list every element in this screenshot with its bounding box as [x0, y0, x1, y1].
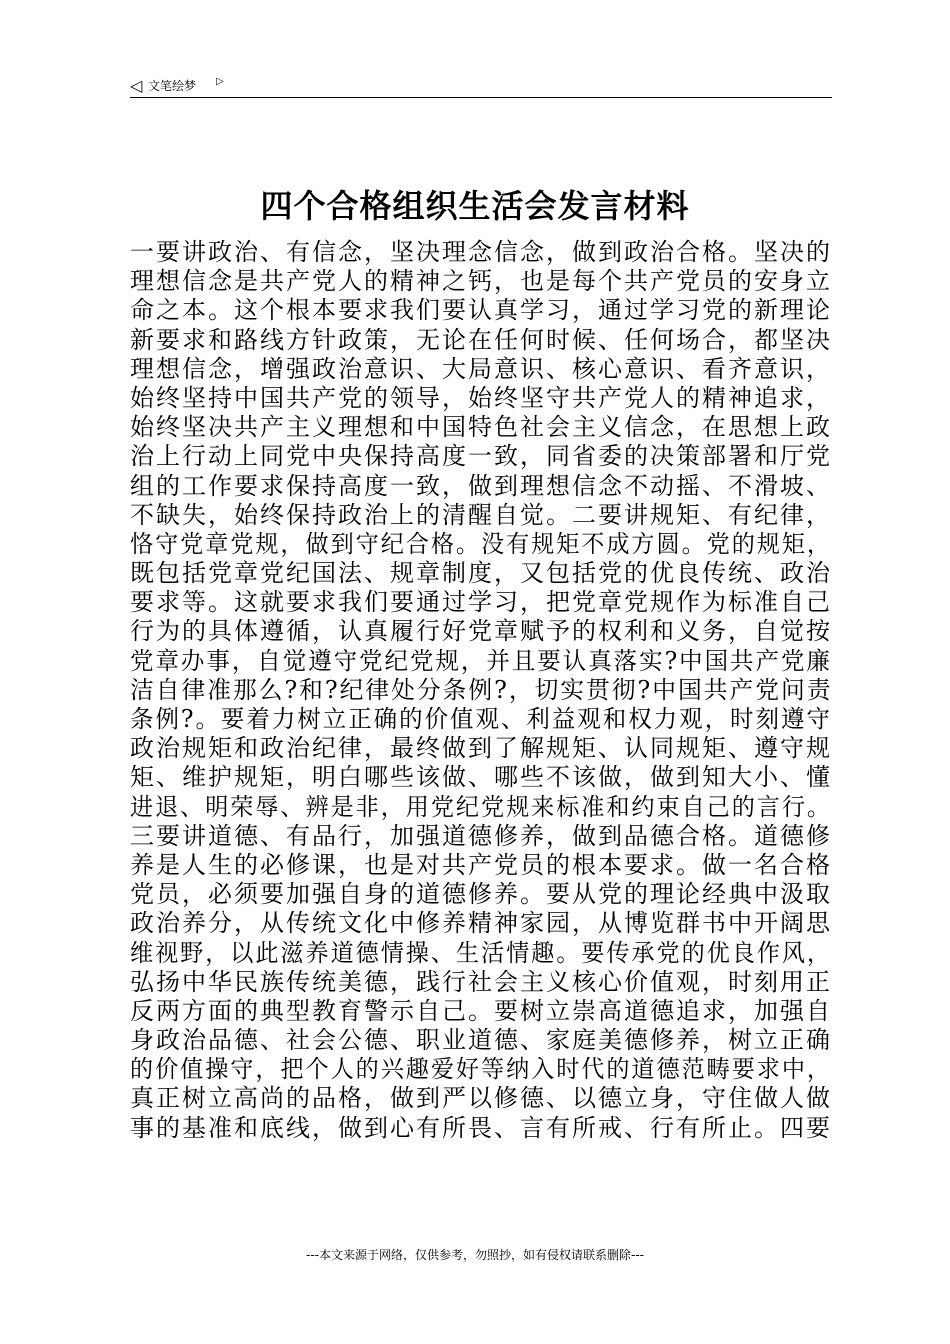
body-line: 理想信念，增强政治意识、大局意识、核心意识、看齐意识，: [130, 354, 832, 383]
body-line: 政治养分，从传统文化中修养精神家园，从博览群书中开阔思: [130, 909, 832, 938]
left-triangle-icon: ◁: [130, 76, 143, 95]
body-line: 矩、维护规矩，明白哪些该做、哪些不该做，做到知大小、懂: [130, 763, 832, 792]
body-line: 治上行动上同党中央保持高度一致，同省委的决策部署和厅党: [130, 442, 832, 471]
page-header: [130, 76, 832, 98]
body-line: 政治规矩和政治纪律，最终做到了解规矩、认同规矩、遵守规: [130, 734, 832, 763]
header-brand: 文笔绘梦: [148, 79, 197, 93]
footer-notice: ---本文来源于网络，仅供参考，勿照抄，如有侵权请联系删除---: [306, 1248, 644, 1262]
body-line: 不缺失，始终保持政治上的清醒自觉。二要讲规矩、有纪律，: [130, 500, 832, 529]
body-line: 进退、明荣辱、辨是非，用党纪党规来标准和约束自己的言行。: [130, 792, 832, 821]
body-line: 弘扬中华民族传统美德，践行社会主义核心价值观，时刻用正: [130, 967, 832, 996]
body-line: 始终坚决共产主义理想和中国特色社会主义信念，在思想上政: [130, 413, 832, 442]
right-triangle-icon: ▷: [216, 76, 224, 87]
body-line: 党章办事，自觉遵守党纪党规，并且要认真落实?中国共产党廉: [130, 646, 832, 675]
body-line: 既包括党章党纪国法、规章制度，又包括党的优良传统、政治: [130, 559, 832, 588]
body-line: 命之本。这个根本要求我们要认真学习，通过学习党的新理论: [130, 296, 832, 325]
body-line: 新要求和路线方针政策，无论在任何时候、任何场合，都坚决: [130, 325, 832, 354]
body-line: 养是人生的必修课，也是对共产党员的根本要求。做一名合格: [130, 850, 832, 879]
body-line: 洁自律准那么?和?纪律处分条例?，切实贯彻?中国共产党问责: [130, 675, 833, 704]
body-line: 事的基准和底线，做到心有所畏、言有所戒、行有所止。四要: [130, 1113, 832, 1142]
body-line: 维视野，以此滋养道德情操、生活情趣。要传承党的优良作风，: [130, 938, 832, 967]
body-line: 的价值操守，把个人的兴趣爱好等纳入时代的道德范畴要求中，: [130, 1055, 832, 1084]
body-line: 组的工作要求保持高度一致，做到理想信念不动摇、不滑坡、: [130, 471, 832, 500]
header-divider: [130, 97, 832, 98]
body-line: 理想信念是共产党人的精神之钙，也是每个共产党员的安身立: [130, 267, 832, 296]
body-line: 一要讲政治、有信念，坚决理念信念，做到政治合格。坚决的: [130, 238, 832, 266]
body-line: 始终坚持中国共产党的领导，始终坚守共产党人的精神追求，: [130, 383, 832, 412]
document-title: 四个合格组织生活会发言材料: [260, 187, 690, 225]
body-line: 行为的具体遵循，认真履行好党章赋予的权利和义务，自觉按: [130, 617, 832, 646]
body-line: 身政治品德、社会公德、职业道德、家庭美德修养，树立正确: [130, 1026, 832, 1055]
document-body: [130, 238, 832, 1143]
body-line: 三要讲道德、有品行，加强道德修养，做到品德合格。道德修: [130, 821, 832, 850]
body-line: 反两方面的典型教育警示自己。要树立崇高道德追求，加强自: [130, 996, 832, 1025]
body-line: 条例?。要着力树立正确的价值观、利益观和权力观，时刻遵守: [130, 705, 832, 733]
body-line: 要求等。这就要求我们要通过学习，把党章党规作为标准自己: [130, 588, 832, 617]
body-line: 真正树立高尚的品格，做到严以修德、以德立身，守住做人做: [130, 1084, 832, 1113]
body-line: 党员，必须要加强自身的道德修养。要从党的理论经典中汲取: [130, 880, 832, 909]
body-line: 恪守党章党规，做到守纪合格。没有规矩不成方圆。党的规矩，: [130, 529, 832, 558]
